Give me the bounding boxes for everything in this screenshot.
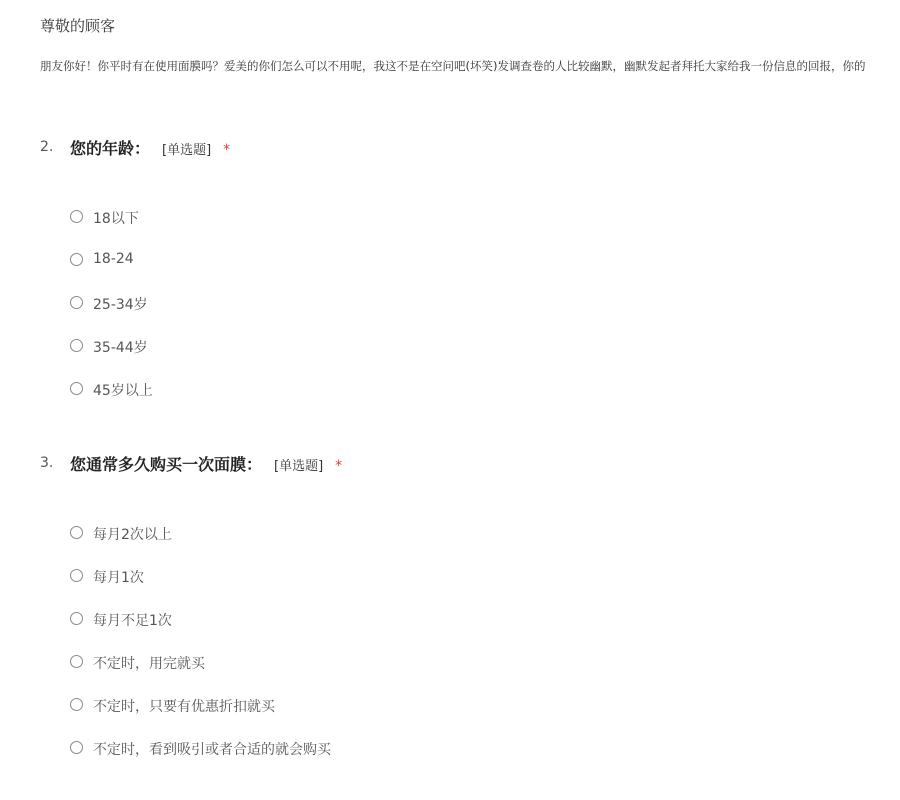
question-title-text: 您通常多久购买一次面膜： — [70, 455, 263, 474]
question-title — [70, 452, 342, 475]
required-mark: * — [223, 142, 231, 158]
option-label[interactable]: 35-44岁 — [93, 340, 148, 356]
radio-circle-icon[interactable] — [70, 339, 83, 352]
radio-circle-icon[interactable] — [70, 526, 83, 539]
option-label[interactable]: 45岁以上 — [93, 383, 153, 399]
radio-circle-icon[interactable] — [70, 698, 83, 711]
radio-circle-icon[interactable] — [70, 655, 83, 668]
intro-text: 朋友你好！你平时有在使用面膜吗？爱美的你们怎么可以不用呢，我这不是在空问吧(坏笑)发调查卷的人比较幽默，幽默发起者拜托大家给我一份信息的回报，你的 — [40, 59, 866, 73]
option-label[interactable]: 每月2次以上 — [93, 527, 172, 543]
radio-circle-icon[interactable] — [70, 569, 83, 582]
question-type-label: [单选题] — [162, 143, 212, 158]
question-type-label: [单选题] — [274, 459, 324, 474]
question-title-row — [40, 136, 880, 160]
required-mark: * — [335, 458, 343, 474]
option-label[interactable]: 每月1次 — [93, 570, 144, 586]
question-age — [40, 136, 880, 399]
question-title-text: 您的年龄： — [70, 139, 151, 158]
radio-circle-icon[interactable] — [70, 382, 83, 395]
option-label[interactable]: 不定时，看到吸引或者合适的就会购买 — [93, 742, 331, 758]
question-title-row — [40, 452, 880, 476]
question-number: 2. — [40, 139, 54, 155]
question-purchase-frequency — [40, 452, 880, 758]
option-label[interactable]: 18-24 — [93, 251, 134, 267]
option-label[interactable]: 不定时，只要有优惠折扣就买 — [93, 699, 275, 715]
radio-circle-icon[interactable] — [70, 296, 83, 309]
radio-circle-icon[interactable] — [70, 253, 83, 266]
option-label[interactable]: 25-34岁 — [93, 297, 148, 313]
option-label[interactable]: 每月不足1次 — [93, 613, 172, 629]
greeting-heading: 尊敬的顾客 — [40, 17, 116, 35]
radio-circle-icon[interactable] — [70, 210, 83, 223]
radio-circle-icon[interactable] — [70, 612, 83, 625]
option-label[interactable]: 不定时，用完就买 — [93, 656, 205, 672]
radio-circle-icon[interactable] — [70, 741, 83, 754]
question-number: 3. — [40, 455, 54, 471]
option-label[interactable]: 18以下 — [93, 211, 139, 227]
question-title — [70, 136, 230, 159]
